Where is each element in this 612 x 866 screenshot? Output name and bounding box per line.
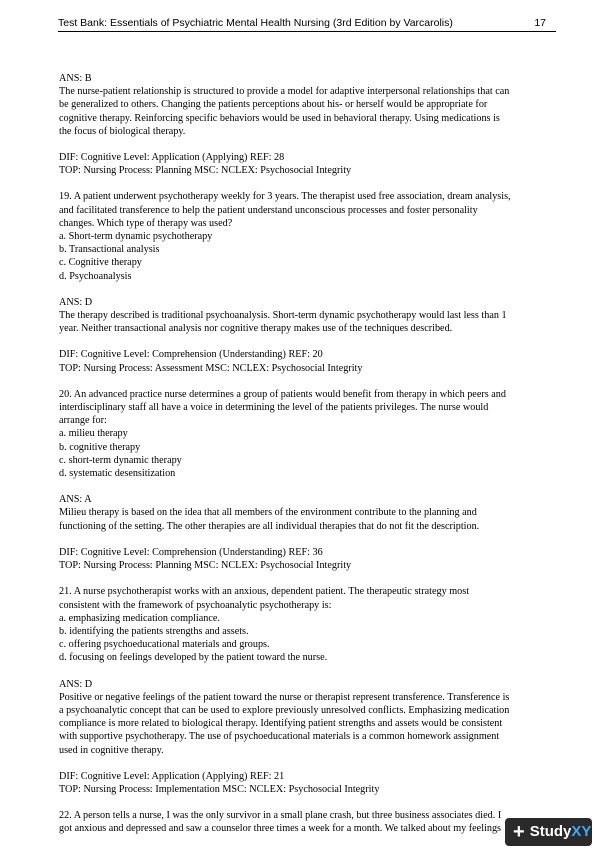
metadata-block xyxy=(59,348,557,374)
rationale-line: The therapy described is traditional psychoanalysis. Short-term dynamic psychotherapy would last less than 1 xyxy=(59,310,507,322)
question-stem-line: changes. Which type of therapy was used? xyxy=(59,217,233,229)
rationale-line: functioning of the setting. The other therapies are all individual therapies that do not fit the description. xyxy=(59,520,480,532)
rationale-line: the focus of biological therapy. xyxy=(59,125,186,137)
answer-option: a. emphasizing medication compliance. xyxy=(59,612,220,624)
answer-option: d. systematic desensitization xyxy=(59,468,176,480)
page-header xyxy=(58,17,556,32)
brand-xy: XY xyxy=(571,823,592,840)
answer-option: b. cognitive therapy xyxy=(59,441,141,453)
answer-key: ANS: D xyxy=(59,678,93,690)
topic-line: TOP: Nursing Process: Planning MSC: NCLEX: Psychosocial Integrity xyxy=(59,165,352,177)
answer-key: ANS: A xyxy=(59,494,92,506)
rationale-line: cognitive therapy. Reinforcing specific behaviors would be used in behavioral therapy. Using medications is xyxy=(59,112,500,124)
answer-block xyxy=(59,72,557,138)
question-block xyxy=(59,809,557,835)
answer-block xyxy=(59,296,557,336)
question-stem-line: 22. A person tells a nurse, I was the only survivor in a small plane crash, but three business associates died. I xyxy=(59,810,502,822)
answer-key: ANS: B xyxy=(59,73,92,84)
metadata-block xyxy=(59,546,557,572)
page-number: 17 xyxy=(534,17,546,29)
difficulty-line: DIF: Cognitive Level: Comprehension (Understanding) REF: 36 xyxy=(59,546,323,558)
metadata-block xyxy=(59,770,557,796)
rationale-line: with supportive psychotherapy. The use of psychoeducational materials is a common homework assignment xyxy=(59,731,500,743)
question-stem-line: consistent with the framework of psychoanalytic psychotherapy is: xyxy=(59,599,332,611)
document-body xyxy=(59,72,557,849)
document-title: Test Bank: Essentials of Psychiatric Mental Health Nursing (3rd Edition by Varcarolis) xyxy=(58,17,453,29)
rationale-line: Milieu therapy is based on the idea that all members of the environment contribute to the planning and xyxy=(59,507,477,519)
answer-block xyxy=(59,493,557,533)
answer-option: c. Cognitive therapy xyxy=(59,257,142,269)
question-stem-line: got anxious and depressed and saw a counselor three times a week for a month. We talked about my feelings xyxy=(59,823,502,835)
rationale-line: a psychoanalytic concept that can be used to explore previously unresolved conflicts. Emphasizing medication xyxy=(59,704,510,716)
question-block xyxy=(59,388,557,480)
difficulty-line: DIF: Cognitive Level: Application (Applying) REF: 21 xyxy=(59,770,285,782)
answer-option: d. focusing on feelings developed by the patient toward the nurse. xyxy=(59,652,328,664)
answer-option: a. milieu therapy xyxy=(59,428,128,440)
question-stem-line: 20. An advanced practice nurse determines a group of patients would benefit from therapy in which peers and xyxy=(59,388,506,400)
question-block xyxy=(59,585,557,664)
question-stem-line: and facilitated transference to help the patient understand unconscious processes and foster personality xyxy=(59,204,478,216)
question-block xyxy=(59,190,557,282)
brand-study: Study xyxy=(529,823,572,840)
topic-line: TOP: Nursing Process: Assessment MSC: NCLEX: Psychosocial Integrity xyxy=(59,362,363,374)
rationale-line: compliance is more related to biological therapy. Identifying patient strengths and assets would be consistent xyxy=(59,718,503,730)
answer-option: c. short-term dynamic therapy xyxy=(59,454,182,466)
studyxy-badge[interactable] xyxy=(505,818,592,846)
plus-icon: + xyxy=(513,821,525,843)
question-stem-line: 21. A nurse psychotherapist works with an anxious, dependent patient. The therapeutic strategy most xyxy=(59,586,470,598)
rationale-line: The nurse-patient relationship is structured to provide a model for adaptive interpersonal relationships that can xyxy=(59,86,510,98)
answer-option: d. Psychoanalysis xyxy=(59,270,132,282)
answer-option: c. offering psychoeducational materials and groups. xyxy=(59,639,270,651)
question-stem-line: interdisciplinary staff all have a voice in determining the level of the patients privileges. The nurse would xyxy=(59,402,489,414)
answer-block xyxy=(59,678,557,757)
rationale-line: year. Neither transactional analysis nor cognitive therapy makes use of the techniques described. xyxy=(59,323,453,335)
rationale-line: used in cognitive therapy. xyxy=(59,744,164,756)
answer-option: a. Short-term dynamic psychotherapy xyxy=(59,231,213,243)
question-stem-line: 19. A patient underwent psychotherapy weekly for 3 years. The therapist used free association, dream analysis, xyxy=(59,191,511,203)
answer-key: ANS: D xyxy=(59,296,93,308)
difficulty-line: DIF: Cognitive Level: Application (Applying) REF: 28 xyxy=(59,152,285,164)
rationale-line: Positive or negative feelings of the patient toward the nurse or therapist represent transference. Transference is xyxy=(59,691,510,703)
metadata-block xyxy=(59,151,557,177)
difficulty-line: DIF: Cognitive Level: Comprehension (Understanding) REF: 20 xyxy=(59,349,323,361)
rationale-line: be generalized to others. Changing the patients perceptions about his- or herself would be appropriate for xyxy=(59,99,488,111)
topic-line: TOP: Nursing Process: Planning MSC: NCLEX: Psychosocial Integrity xyxy=(59,560,352,572)
answer-option: b. Transactional analysis xyxy=(59,244,160,256)
topic-line: TOP: Nursing Process: Implementation MSC: NCLEX: Psychosocial Integrity xyxy=(59,783,380,795)
answer-option: b. identifying the patients strengths and assets. xyxy=(59,625,249,637)
question-stem-line: arrange for: xyxy=(59,415,107,427)
